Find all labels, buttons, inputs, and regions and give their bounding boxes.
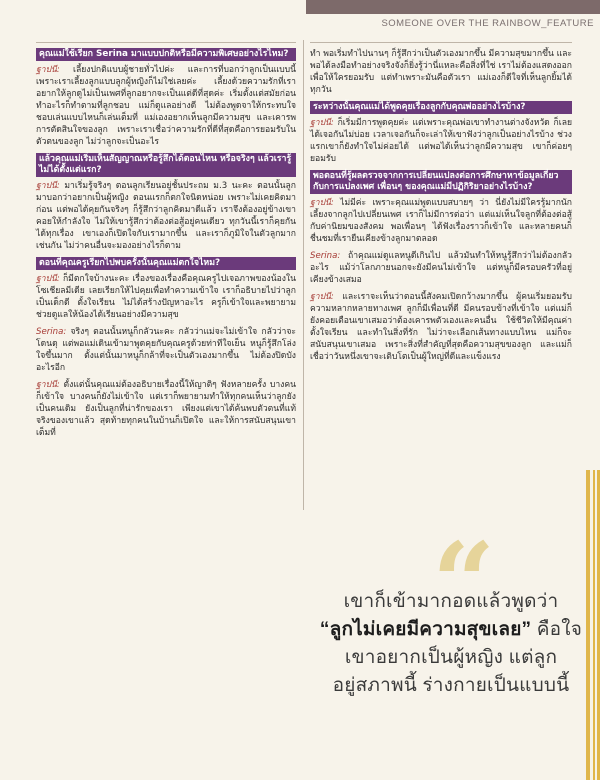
pull-quote — [306, 588, 596, 700]
left-column — [36, 48, 296, 444]
answer-paragraph — [310, 291, 572, 363]
pull-quote-line: เขาอยากเป็นผู้หญิง แต่ลูก — [344, 647, 558, 668]
speaker-name: ฐาปนี: — [36, 65, 60, 75]
answer-paragraph — [310, 197, 572, 245]
question-heading: ระหว่างนั้นคุณแม่ได้พูดคุยเรื่องลูกกับคุณพ่ออย่างไรบ้าง? — [310, 101, 572, 114]
question-heading: คุณแม่ใช้เรียก Serina มาแบบปกติหรือมีความพิเศษอย่างไรไหม? — [36, 48, 296, 61]
speaker-name: Serina: — [36, 327, 67, 337]
answer-text: ถ้าคุณแม่ดูแลหนูดีเกินไป แล้วมันทำให้หนูรู้สึกว่าไม่ต้องกลัวอะไร แม้ว่าโลกภายนอกจะยังมีคนไม่เข้าใจ แต่หนูก็มีครอบครัวที่อยู่เคียงข้างเสมอ — [310, 251, 572, 285]
right-top-rule — [310, 42, 572, 43]
decorative-stripe — [586, 470, 590, 780]
decorative-stripes — [586, 470, 600, 780]
question-heading: ตอนที่คุณครูเรียกไปพบครั้งนั้นคุณแม่ตกใจไหม? — [36, 257, 296, 270]
section-header: SOMEONE OVER THE RAINBOW_FEATURE — [381, 18, 594, 29]
answer-paragraph — [310, 117, 572, 165]
pull-quote-line: อยู่สภาพนี้ ร่างกายเป็นแบบนี้ — [332, 675, 570, 696]
answer-paragraph — [310, 250, 572, 286]
answer-paragraph — [36, 273, 296, 321]
answer-paragraph — [36, 379, 296, 439]
answer-text: ก็เริ่มมีการพูดคุยค่ะ แต่เพราะคุณพ่อเขาทำงานต่างจังหวัด ก็เลยได้เจอกันไม่บ่อย เวลาเจอกันก็จะเล่าให้เขาฟังว่าลูกเป็นอย่างไรบ้าง ช่วงแรกเขาก็ยังทำใจไม่ค่อยได้ แต่พอได้เห็นว่าลูกมีความสุข เขาก็ค่อยๆ ยอมรับ — [310, 118, 572, 164]
speaker-name: ฐาปนี: — [36, 380, 60, 390]
column-divider — [303, 40, 304, 510]
answer-text: จริงๆ ตอนนั้นหนูก็กลัวนะคะ กลัวว่าแม่จะไม่เข้าใจ กลัวว่าจะโดนดุ แต่พอแม่เดินเข้ามาพูดคุยกับคุณครูด้วยท่าทีใจเย็น หนูก็รู้สึกโล่งใจขึ้นมาก ตั้งแต่นั้นมาหนูก็กล้าที่จะเป็นตัวเองมากขึ้น ไม่ต้องปิดบังอะไรอีก — [36, 327, 296, 373]
answer-paragraph — [36, 64, 296, 148]
quote-mark-icon: “ — [432, 518, 496, 647]
continued-paragraph: ทำ พอเริ่มทำไปนานๆ ก็รู้สึกว่าเป็นตัวเองมากขึ้น มีความสุขมากขึ้น และพอได้ลงมือทำอย่างจริงจังก็ยิ่งรู้ว่านี่แหละคือสิ่งที่ใช่ เราไม่ต้องแสดงออกเพื่อให้ใครยอมรับ แต่ทำเพราะมันคือตัวเรา แม่เองก็ดีใจที่เห็นลูกยิ้มได้ทุกวัน — [310, 49, 572, 95]
decorative-stripe — [593, 470, 595, 780]
answer-text: ก็มีตกใจบ้างนะคะ เรื่องของเรื่องคือคุณครูไปเจอภาพของน้องในโซเชียลมีเดีย เลยเรียกให้ไปคุยเพื่อทำความเข้าใจ เราก็อธิบายไปว่าลูกเป็นเด็กดี ตั้งใจเรียน ไม่ได้สร้างปัญหาอะไร ครูก็เข้าใจและพยายามช่วยดูแลให้น้องได้เรียนอย่างมีความสุข — [36, 274, 296, 320]
header-bar — [306, 0, 600, 14]
speaker-name: Serina: — [310, 251, 341, 261]
answer-paragraph — [36, 326, 296, 374]
pull-quote-highlight: “ลูกไม่เคยมีความสุขเลย” — [319, 619, 532, 640]
right-column — [310, 48, 572, 368]
speaker-name: ฐาปนี: — [310, 292, 334, 302]
question-heading: พอตอนที่รู้ผลตรวจจากการเปลี่ยนแปลงต่อการศึกษาหาข้อมูลเกี่ยวกับการแปลงเพศ เพื่อนๆ ของคุณแม่มีปฏิกิริยาอย่างไรบ้าง? — [310, 170, 572, 194]
answer-text: มาเริ่มรู้จริงๆ ตอนลูกเรียนอยู่ชั้นประถม ม.3 นะคะ ตอนนั้นลูกมาบอกว่าอยากเป็นผู้หญิง ตอนแรกก็ตกใจนิดหน่อย เพราะไม่เคยคิดมาก่อน แต่พอได้คุยกันจริงๆ ก็รู้สึกว่าลูกคิดมาดีแล้ว เราจึงต้องอยู่ข้างเขา คอยให้กำลังใจ ไม่ให้เขารู้สึกว่าต้องต่อสู้อยู่คนเดียว ทุกวันนี้เราก็คุยกันได้ทุกเรื่อง เขาเองก็เปิดใจกับเรามากขึ้น และเราก็ภูมิใจในตัวลูกมากเช่นกัน ไม่ว่าคนอื่นจะมองอย่างไรก็ตาม — [36, 181, 297, 251]
answer-text: ไม่มีค่ะ เพราะคุณแม่พูดแบบสบายๆ ว่า นี่ยังไม่มีใครรู้มากนัก เลี้ยงจากลูกไปเปลี่ยนเพศ เราก็ไม่มีการต่อว่า แต่แม่เห็นใจลูกที่ต้องต่อสู้กับค่านิยมของสังคม พอเพื่อนๆ ได้ฟังเรื่องราวก็เข้าใจ และหลายคนก็ชื่นชมที่เรายืนเคียงข้างลูกมาตลอด — [310, 198, 572, 244]
speaker-name: ฐาปนี: — [310, 118, 334, 128]
answer-text: เลี้ยงปกติแบบผู้ชายทั่วไปค่ะ และการที่บอกว่าลูกเป็นแบบนี้ เพราะเราเลี้ยงลูกแบบลูกผู้หญิงก็ไม่ใช่เลยค่ะ เลี้ยงด้วยความรักที่เราอยากให้ลูกดูไม่เป็นเพศที่ลูกอยากจะเป็นแต่ดีที่สุดค่ะ เริ่มตั้งแต่สมัยก่อน ทำอะไรก็ทำตามที่ลูกชอบ แม่ก็ดูแลอย่างดี ไม่ต้องพูดจาให้กระทบใจ ชอบเล่นแบบไหนก็เล่นเต็มที่ แม่เองอยากเห็นลูกมีความสุข และเคารพการตัดสินใจของลูก เพราะเราเชื่อว่าความรักที่ดีที่สุดคือการยอมรับในตัวตนของลูก ไม่ว่าลูกจะเป็นอะไร — [36, 65, 297, 147]
speaker-name: ฐาปนี: — [36, 181, 60, 191]
pull-quote-line: เขาก็เข้ามากอดแล้วพูดว่า — [343, 591, 559, 612]
speaker-name: ฐาปนี: — [310, 198, 334, 208]
speaker-name: ฐาปนี: — [36, 274, 60, 284]
pull-quote-tail: คือใจ — [531, 619, 583, 640]
question-heading: แล้วคุณแม่เริ่มเห็นสัญญาณหรือรู้สึกได้ตอนไหน หรือจริงๆ แล้วเรารู้ไม่ได้ตั้งแต่แรก? — [36, 153, 296, 177]
left-top-rule — [36, 42, 296, 43]
answer-text: ตั้งแต่นั้นคุณแม่ต้องอธิบายเรื่องนี้ให้ญาติๆ ฟังหลายครั้ง บางคนก็เข้าใจ บางคนก็ยังไม่เข้าใจ แต่เราก็พยายามทำให้ทุกคนเห็นว่าลูกยังเป็นคนเดิม ยังเป็นลูกที่น่ารักของเรา เพียงแต่เขาได้ค้นพบตัวตนที่แท้จริงของเขาแล้ว สุดท้ายทุกคนในบ้านก็เปิดใจ และให้การสนับสนุนเขาเต็มที่ — [36, 380, 296, 438]
answer-paragraph — [36, 180, 296, 252]
pull-quote-line — [306, 616, 596, 644]
answer-text: และเราจะเห็นว่าตอนนี้สังคมเปิดกว้างมากขึ้น ผู้คนเริ่มยอมรับความหลากหลายทางเพศ ลูกก็มีเพื่อนที่ดี มีคนรอบข้างที่เข้าใจ แต่แม่ก็ยังคอยเตือนเขาเสมอว่าต้องเคารพตัวเองและคนอื่น ใช้ชีวิตให้มีคุณค่า ตั้งใจเรียน และทำในสิ่งที่รัก ไม่ว่าจะเลือกเส้นทางแบบไหน แม่ก็จะสนับสนุนเขาเสมอ เพราะสิ่งที่สำคัญที่สุดคือความสุขของลูก และแม่ก็เชื่อว่าวันหนึ่งเขาจะเติบโตเป็นผู้ใหญ่ที่ดีและแข็งแรง — [310, 292, 572, 362]
